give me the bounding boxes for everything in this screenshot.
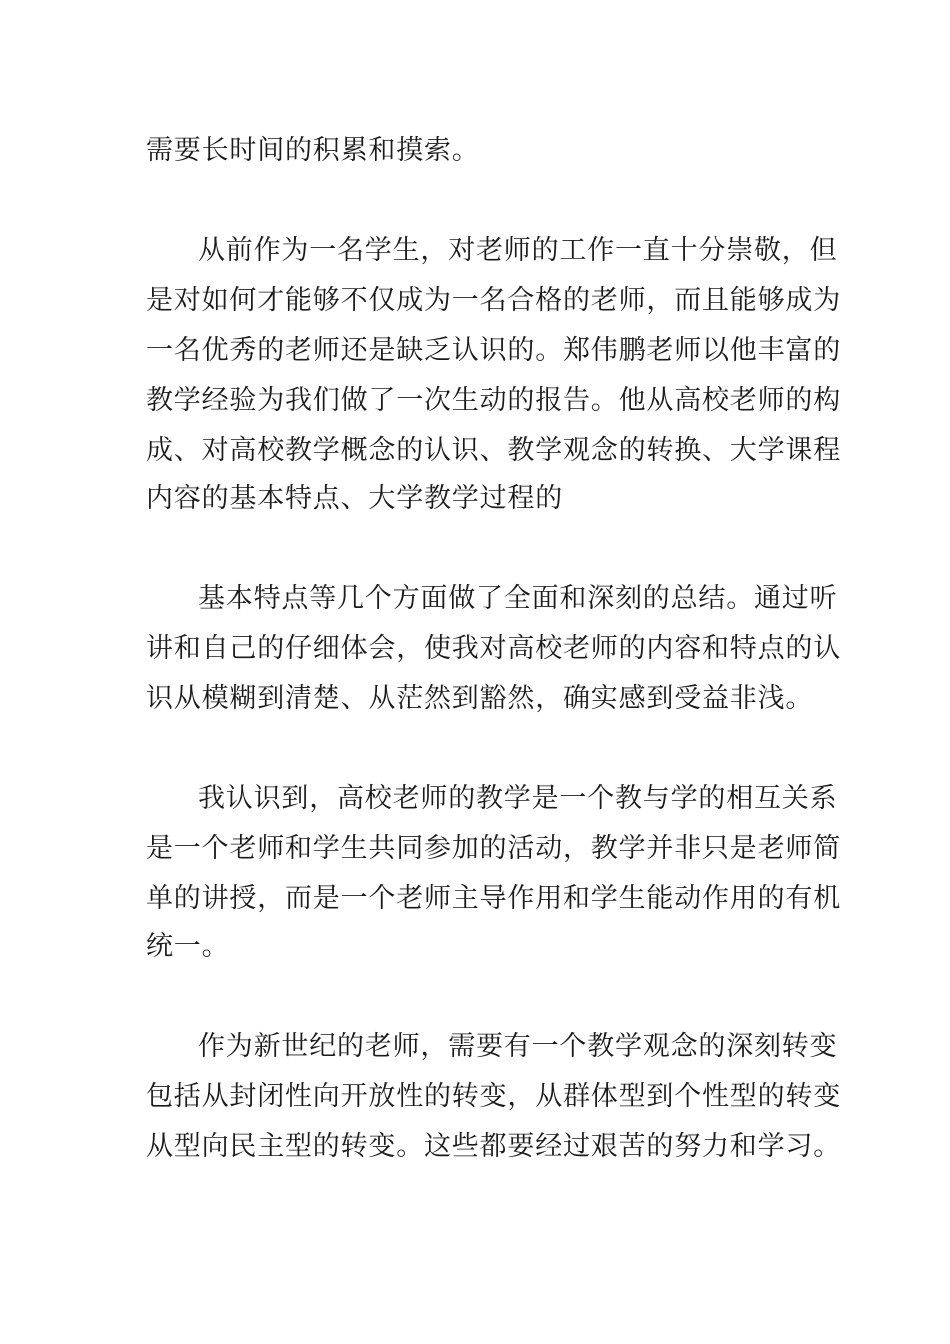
paragraph-line: 我认识到，高校老师的教学是一个教与学的相互关系 <box>198 783 838 814</box>
paragraph-line: 包括从封闭性向开放性的转变，从群体型到个性型的转变 <box>146 1081 841 1112</box>
paragraph-line: 讲和自己的仔细体会，使我对高校老师的内容和特点的认 <box>146 633 841 664</box>
paragraph-line: 成、对高校教学概念的认识、教学观念的转换、大学课程 <box>146 435 841 466</box>
paragraph-line: 单的讲授，而是一个老师主导作用和学生能动作用的有机 <box>146 883 841 914</box>
paragraph-line: 教学经验为我们做了一次生动的报告。他从高校老师的构 <box>146 385 841 416</box>
paragraph-line: 从型向民主型的转变。这些都要经过艰苦的努力和学习。 <box>146 1131 841 1162</box>
paragraph-line: 从前作为一名学生，对老师的工作一直十分崇敬，但 <box>198 235 838 266</box>
paragraph-line: 基本特点等几个方面做了全面和深刻的总结。通过听 <box>198 583 838 614</box>
paragraph-line: 内容的基本特点、大学教学过程的 <box>146 483 563 514</box>
paragraph-line: 是一个老师和学生共同参加的活动，教学并非只是老师简 <box>146 833 841 864</box>
paragraph-line: 需要长时间的积累和摸索。 <box>146 135 480 166</box>
paragraph-line: 一名优秀的老师还是缺乏认识的。郑伟鹏老师以他丰富的 <box>146 335 841 366</box>
paragraph-line: 作为新世纪的老师，需要有一个教学观念的深刻转变 <box>198 1031 838 1062</box>
paragraph-line: 统一。 <box>146 931 230 962</box>
paragraph-line: 识从模糊到清楚、从茫然到豁然，确实感到受益非浅。 <box>146 683 814 714</box>
paragraph-line: 是对如何才能够不仅成为一名合格的老师，而且能够成为 <box>146 285 841 316</box>
